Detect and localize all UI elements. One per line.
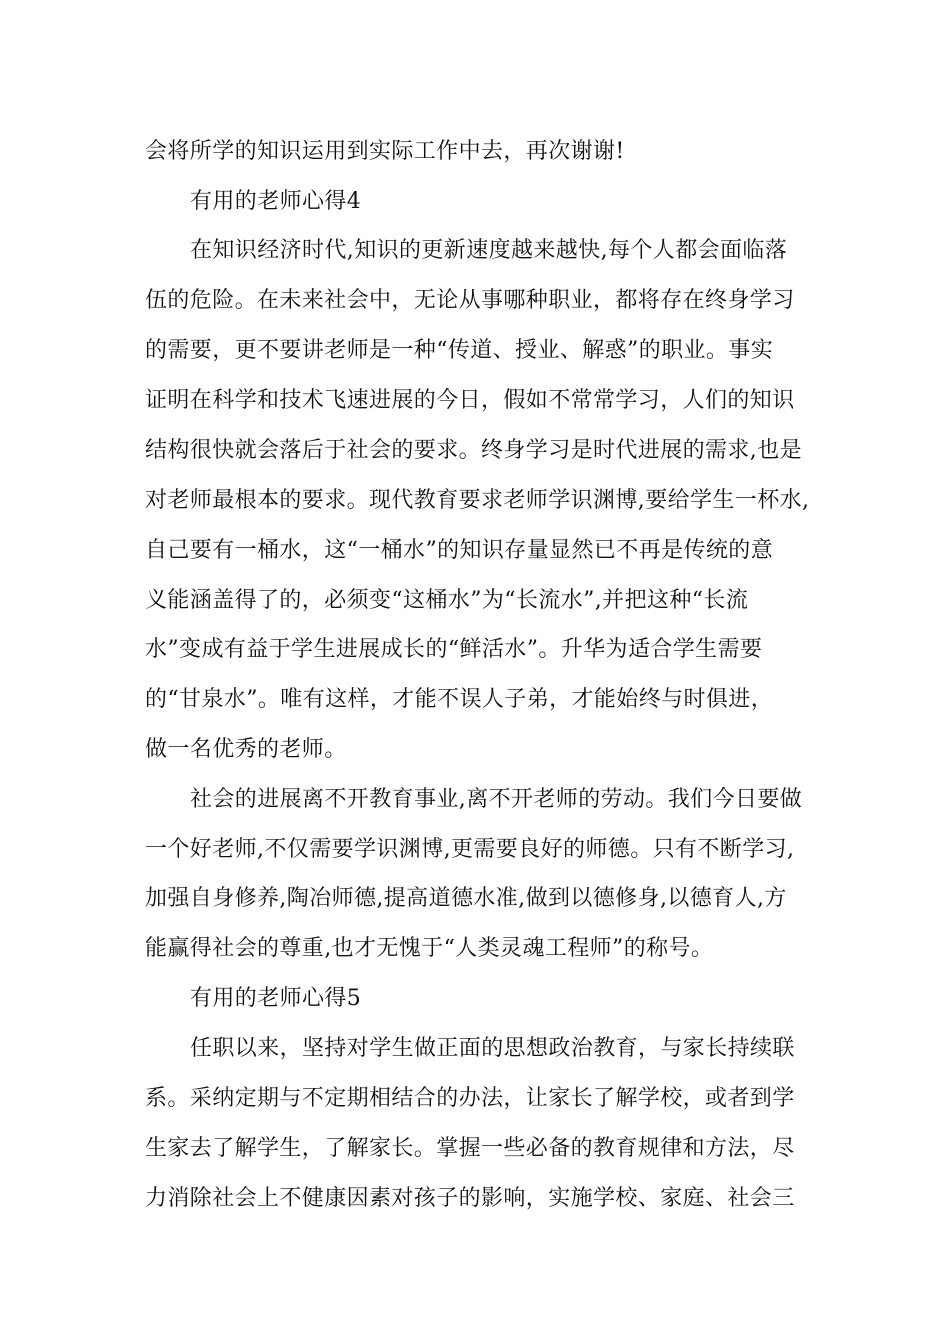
paragraph-line: 证明在科学和技术飞速进展的今日，假如不常常学习，人们的知识 bbox=[145, 388, 795, 413]
paragraph-line: 一个好老师,不仅需要学识渊博,更需要良好的师德。只有不断学习, bbox=[145, 837, 795, 862]
section-heading: 有用的老师心得4 bbox=[190, 189, 362, 214]
section-heading: 有用的老师心得5 bbox=[190, 986, 362, 1011]
paragraph-line: 加强自身修养,陶冶师德,提高道德水准,做到以德修身,以德育人,方 bbox=[145, 886, 787, 911]
paragraph-line: 系。采纳定期与不定期相结合的办法，让家长了解学校，或者到学 bbox=[145, 1086, 795, 1111]
paragraph-line: 义能涵盖得了的，必须变“这桶水”为“长流水”,并把这种“长流 bbox=[145, 588, 749, 613]
paragraph-line: 力消除社会上不健康因素对孩子的影响，实施学校、家庭、社会三 bbox=[145, 1186, 795, 1211]
paragraph-line: 会将所学的知识运用到实际工作中去，再次谢谢! bbox=[145, 139, 625, 164]
paragraph-line: 社会的进展离不开教育事业,离不开老师的劳动。我们今日要做 bbox=[190, 787, 803, 812]
paragraph-line: 能赢得社会的尊重,也才无愧于“人类灵魂工程师”的称号。 bbox=[145, 936, 714, 961]
paragraph-line: 伍的危险。在未来社会中，无论从事哪种职业，都将存在终身学习 bbox=[145, 288, 795, 313]
paragraph-line: 的“甘泉水”。唯有这样，才能不误人子弟，才能始终与时俱进， bbox=[145, 687, 774, 712]
paragraph-line: 结构很快就会落后于社会的要求。终身学习是时代进展的需求,也是 bbox=[145, 438, 802, 463]
paragraph-line: 水”变成有益于学生进展成长的“鲜活水”。升华为适合学生需要 bbox=[145, 637, 763, 662]
paragraph-line: 自己要有一桶水，这“一桶水”的知识存量显然已不再是传统的意 bbox=[145, 538, 774, 563]
paragraph-line: 生家去了解学生，了解家长。掌握一些必备的教育规律和方法，尽 bbox=[145, 1136, 795, 1161]
paragraph-line: 在知识经济时代,知识的更新速度越来越快,每个人都会面临落 bbox=[190, 238, 788, 263]
paragraph-line: 对老师最根本的要求。现代教育要求老师学识渊博,要给学生一杯水, bbox=[145, 488, 810, 513]
paragraph-line: 的需要，更不要讲老师是一种“传道、授业、解惑”的职业。事实 bbox=[145, 338, 774, 363]
paragraph-line: 做一名优秀的老师。 bbox=[145, 737, 347, 762]
paragraph-line: 任职以来，坚持对学生做正面的思想政治教育，与家长持续联 bbox=[190, 1036, 795, 1061]
